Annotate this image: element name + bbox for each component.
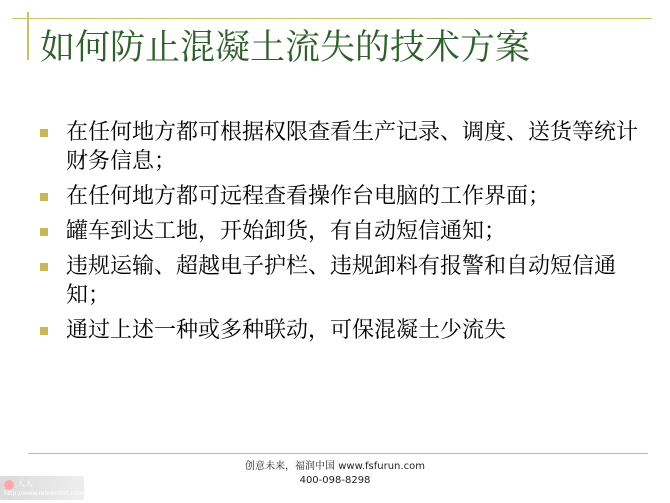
bullet-item	[38, 217, 638, 246]
slide-title: 如何防止混凝土流失的技术方案	[40, 28, 531, 68]
square-bullet-icon	[40, 263, 48, 271]
bullet-text: 通过上述一种或多种联动，可保混凝土少流失	[66, 318, 507, 343]
bullet-item	[38, 118, 638, 176]
bullet-text: 罐车到达工地，开始卸货，有自动短信通知；	[66, 219, 507, 244]
watermark	[0, 476, 84, 500]
bullet-item	[38, 316, 638, 345]
watermark-url: http://www.renrendoc.com	[4, 490, 84, 497]
bullet-list	[38, 118, 638, 351]
title-horizontal-rule	[12, 18, 652, 19]
bullet-item	[38, 252, 638, 310]
square-bullet-icon	[40, 193, 48, 201]
bullet-item	[38, 182, 638, 211]
title-vertical-rule	[27, 12, 29, 60]
footer-rule	[28, 453, 648, 454]
square-bullet-icon	[40, 228, 48, 236]
footer-slogan: 创意未来，福润中国 www.fsfurun.com	[245, 461, 425, 472]
bullet-text: 在任何地方都可远程查看操作台电脑的工作界面；	[66, 184, 551, 209]
bullet-text: 违规运输、超越电子护栏、违规卸料有报警和自动短信通知；	[66, 254, 617, 308]
watermark-name: 人人	[17, 479, 33, 488]
square-bullet-icon	[40, 129, 48, 137]
footer	[200, 460, 470, 488]
bullet-text: 在任何地方都可根据权限查看生产记录、调度、送货等统计财务信息；	[66, 120, 639, 174]
footer-phone: 400-098-8298	[299, 475, 371, 486]
square-bullet-icon	[40, 327, 48, 335]
watermark-logo-icon	[4, 480, 14, 490]
